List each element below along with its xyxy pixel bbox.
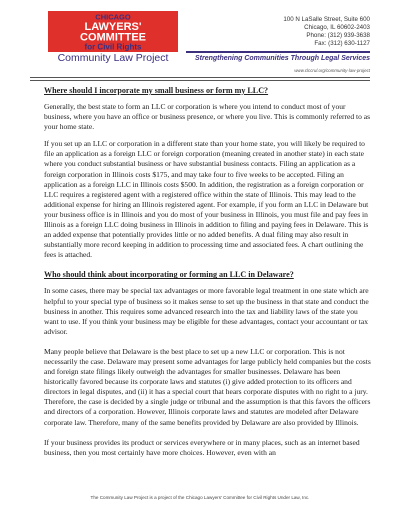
logo-line1: CHICAGO [95,12,131,22]
logo-program-name: Community Law Project [57,52,169,63]
paragraph: Many people believe that Delaware is the best place to set up a new LLC or corporation. This is not necessarily the case. Delaware may present some advantages for large publicly held companies but the costs and foreign state filings likely outweigh the advantages for smaller businesses. Delaware has been historically favored because its corporate laws and statutes (i) give added protection to its officers and directors in legal disputes, and (ii) it has a special court that hears corporate disputes with no right to a jury. Therefore, the case is decided by a single judge or tribunal and the assumption is that this favors the officers and directors of a corporation. However, Illinois corporate laws and statutes are modeled after Delaware corporate law. Therefore, many of the same benefits provided by Delaware are also provided by Illinois. [44,346,371,427]
contact-block [240,16,370,48]
divider [30,77,370,78]
website-url[interactable]: www.clccrul.org/community-law-project [294,68,370,73]
paragraph: In some cases, there may be special tax advantages or more favorable legal treatment in one state which are helpful to your special type of business so it makes sense to set up the business in that state and conduct the business in another. This requires some advanced research into the tax and liability laws of the state you want to use. If you think your business may be eligible for these advantages, contact your accountant or tax advisor. [44,286,369,336]
page-footer: The Community Law Project is a project of the Chicago Lawyers' Committee for Civil Rights Under Law, Inc. [90,495,310,500]
paragraph: If you set up an LLC or corporation in a different state than your home state, you will likely be required to file an application as a foreign LLC or foreign corporation (meaning created in another state) in each state where you conduct substantial business or have substantial business contacts. Filing an application as a foreign corporation in Illinois costs $175, and may take four to five weeks to be accepted. Filing an application as a foreign LLC in Illinois costs $500. In addition, the registration as a foreign corporation or LLC requires a registered agent with a registered office within the state of Illinois. This may lead to the additional expense for hiring an Illinois registered agent. For example, if you form an LLC in Delaware but your business office is in Illinois and you do most of your business in Illinois, you must file and pay fees in Illinois as a foreign LLC doing business in Illinois in addition to filing and paying fees in Delaware. This is an added expense that potentially provides little or no added benefits. A dual filing may also result in substantially more record keeping in addition to processing time and associated fees. A chart outlining the fees is attached. [44,139,369,260]
header-rule [186,51,370,53]
address-line-2: Chicago, IL 60602-2403 [304,24,370,31]
logo-line2: LAWYERS' [84,21,142,33]
divider [30,80,370,81]
logo-line3: COMMITTEE [80,31,146,44]
address-line-1: 100 N LaSalle Street, Suite 600 [283,16,370,23]
document-body [44,86,374,468]
phone-number: Phone: (312) 939-3638 [306,32,370,39]
logo-line4: for Civil Rights [84,42,142,52]
paragraph: If your business provides its product or services everywhere or in many places, such as an internet based business, then you most certainly have more choices. However, even with an [44,437,360,457]
tagline: Strengthening Communities Through Legal Services [194,55,370,62]
section-heading: Who should think about incorporating or forming an LLC in Delaware? [44,270,294,280]
paragraph: Generally, the best state to form an LLC or corporation is where you intend to conduct most of your business, where you have an office or business presence, or where you live. This is commonly referred to as your home state. [44,102,371,132]
fax-number: Fax: (312) 630-1127 [314,40,370,47]
logo-graphic [34,11,194,63]
organization-logo [34,11,194,63]
section-heading: Where should I incorporate my small business or form my LLC? [44,86,269,95]
